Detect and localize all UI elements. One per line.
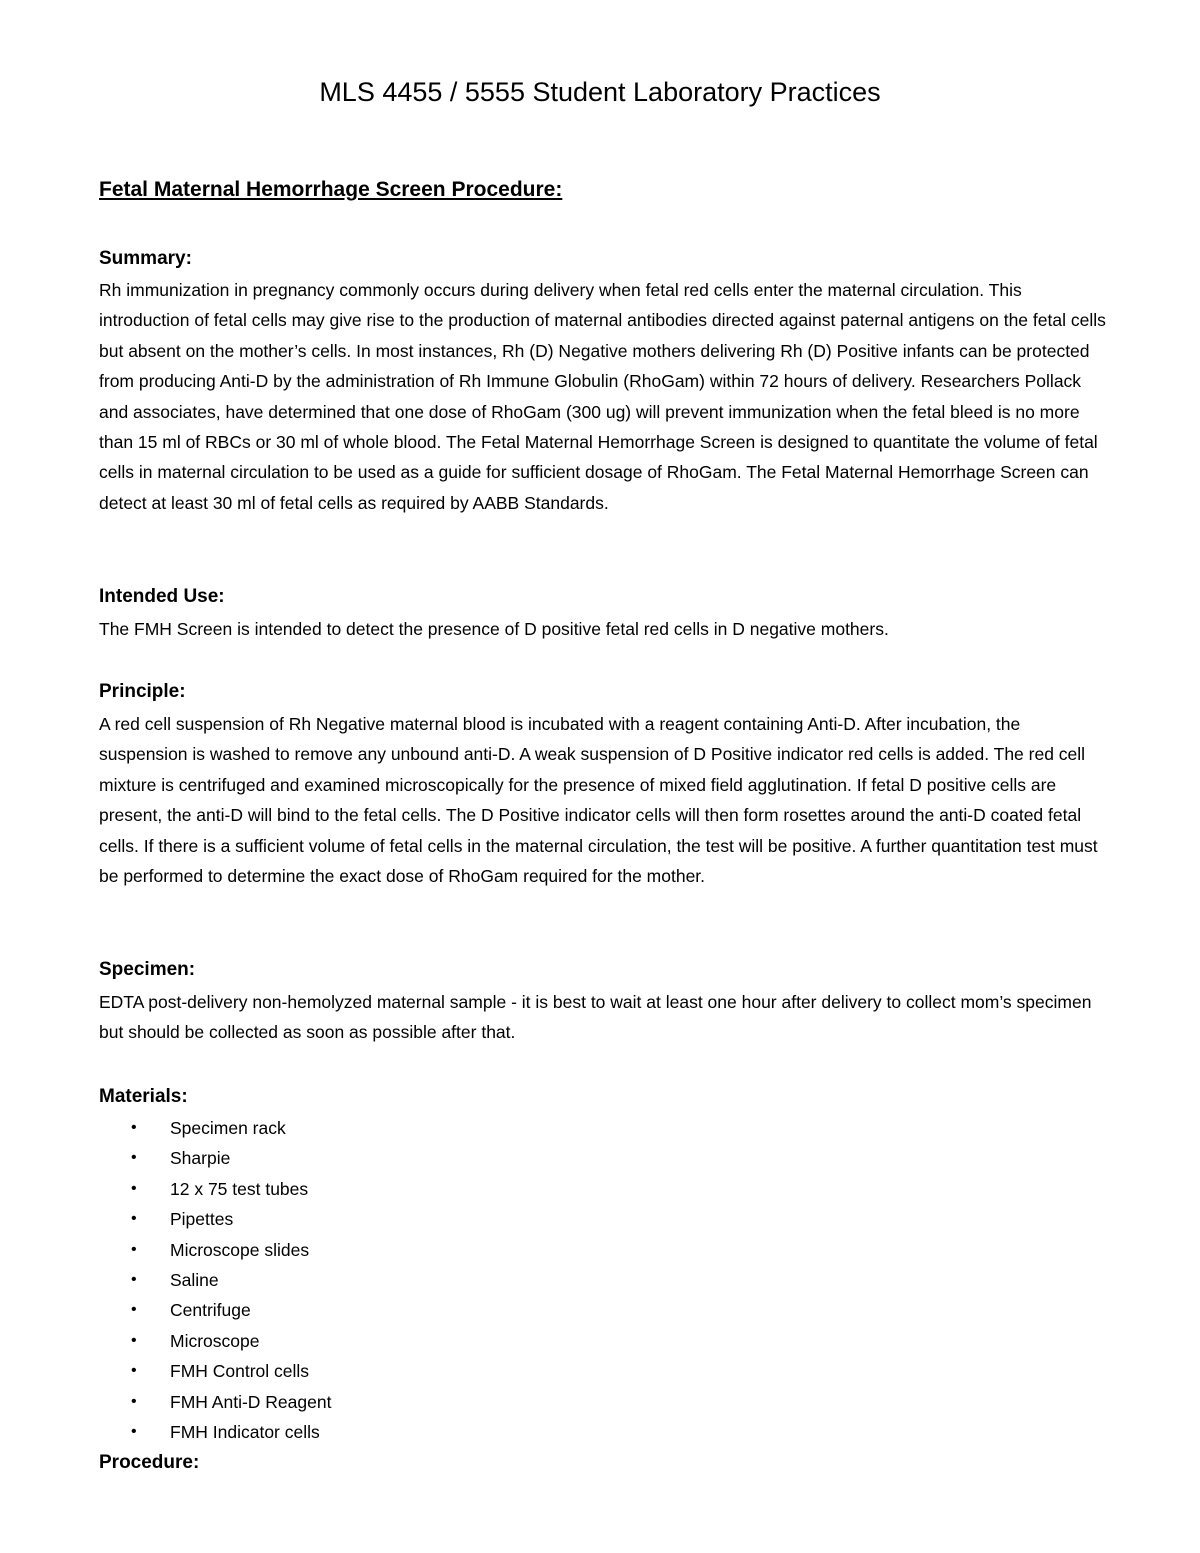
list-item — [99, 1356, 331, 1386]
bullet-icon: • — [131, 1331, 137, 1349]
bullet-icon: • — [131, 1210, 137, 1228]
intended-use-heading: Intended Use: — [99, 586, 225, 607]
material-item-label: 12 x 75 test tubes — [170, 1178, 309, 1199]
material-item-label: Saline — [170, 1269, 219, 1290]
bullet-icon: • — [131, 1301, 137, 1319]
bullet-icon: • — [131, 1119, 137, 1136]
document-title: MLS 4455 / 5555 Student Laboratory Practices — [319, 77, 881, 107]
bullet-icon: • — [131, 1179, 137, 1197]
summary-text: Rh immunization in pregnancy commonly occurs during delivery when fetal red cells enter the maternal circulation. This introduction of fetal cells may give rise to the production of maternal antibodies directed against paternal antigens on the fetal cells but absent on the mother’s cells. In most instances, Rh (D) Negative mothers delivering Rh (D) Positive infants can be protected from producing Anti-D by the administration of Rh Immune Globulin (RhoGam) within 72 hours of delivery. Researchers Pollack and associates, have determined that one dose of RhoGam (300 ug) will prevent immunization when the fetal bleed is no more than 15 ml of RBCs or 30 ml of whole blood. The Fetal Maternal Hemorrhage Screen is designed to quantitate the volume of fetal cells in maternal circulation to be used as a guide for sufficient dosage of RhoGam. The Fetal Maternal Hemorrhage Screen can detect at least 30 ml of fetal cells as required by AABB Standards. — [99, 280, 1106, 513]
bullet-icon: • — [131, 1149, 137, 1167]
list-item — [99, 1295, 331, 1325]
specimen-heading: Specimen: — [99, 959, 196, 980]
list-item — [99, 1143, 331, 1173]
material-item-label: Sharpie — [170, 1148, 231, 1169]
procedure-heading: Procedure: — [99, 1452, 200, 1473]
material-item-label: Microscope slides — [170, 1239, 310, 1260]
list-item — [99, 1204, 331, 1234]
material-item-label: Pipettes — [170, 1209, 234, 1230]
list-item — [99, 1235, 331, 1265]
procedure-title: Fetal Maternal Hemorrhage Screen Procedure: — [99, 178, 563, 201]
summary-heading: Summary: — [99, 248, 192, 269]
list-item — [99, 1174, 331, 1204]
bullet-icon: • — [131, 1240, 137, 1258]
list-item — [99, 1113, 331, 1143]
material-item-label: Microscope — [170, 1330, 260, 1351]
bullet-icon: • — [131, 1422, 137, 1440]
list-item — [99, 1326, 331, 1356]
material-item-label: Specimen rack — [170, 1118, 286, 1138]
list-item — [99, 1417, 331, 1447]
bullet-icon: • — [131, 1270, 137, 1288]
material-item-label: FMH Control cells — [170, 1361, 310, 1382]
intended-use-text: The FMH Screen is intended to detect the presence of D positive fetal red cells in D negative mothers. — [99, 619, 889, 639]
specimen-text: EDTA post-delivery non-hemolyzed maternal sample - it is best to wait at least one hour after delivery to collect mom’s specimen but should be collected as soon as possible after that. — [99, 992, 1092, 1043]
principle-heading: Principle: — [99, 681, 186, 702]
list-item — [99, 1265, 331, 1295]
materials-heading: Materials: — [99, 1086, 188, 1107]
material-item-label: FMH Anti-D Reagent — [170, 1391, 332, 1412]
list-item — [99, 1387, 331, 1417]
principle-text: A red cell suspension of Rh Negative maternal blood is incubated with a reagent containing Anti-D. After incubation, the suspension is washed to remove any unbound anti-D. A weak suspension of D Positive indicator red cells is added. The red cell mixture is centrifuged and examined microscopically for the presence of mixed field agglutination. If fetal D positive cells are present, the anti-D will bind to the fetal cells. The D Positive indicator cells will then form rosettes around the anti-D coated fetal cells. If there is a sufficient volume of fetal cells in the maternal circulation, the test will be positive. A further quantitation test must be performed to determine the exact dose of RhoGam required for the mother. — [99, 714, 1098, 887]
material-item-label: Centrifuge — [170, 1300, 251, 1321]
bullet-icon: • — [131, 1392, 137, 1410]
material-item-label: FMH Indicator cells — [170, 1421, 320, 1442]
bullet-icon: • — [131, 1362, 137, 1380]
materials-list — [99, 1113, 331, 1447]
